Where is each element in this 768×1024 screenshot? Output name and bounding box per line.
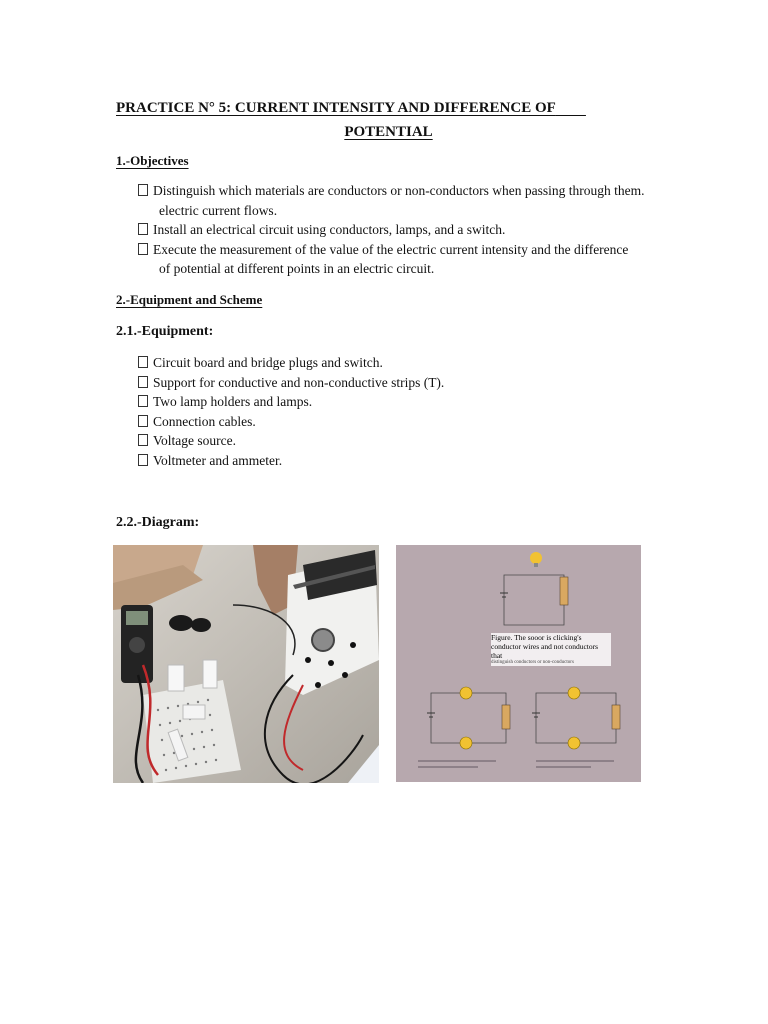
- equipment-item: [138, 412, 658, 432]
- objective-item: [138, 181, 698, 220]
- objective-text: Install an electrical circuit using conductors, lamps, and a switch.: [153, 222, 506, 237]
- equipment-item: [138, 451, 658, 471]
- objective-item: [138, 220, 698, 240]
- diagram-caption-text: Figure. The sooor is clicking's conductor wires and not conductors that: [491, 633, 599, 660]
- lab-setup-photo: [113, 545, 379, 783]
- objectives-heading: 1.-Objectives: [116, 153, 189, 168]
- diagram-caption-subtext: distinguish conductors or non-conductors: [491, 660, 574, 665]
- circuit-diagram-scan: [396, 545, 641, 782]
- bullet-box-icon: [138, 454, 148, 466]
- objective-text-continued: electric current flows.: [159, 202, 278, 218]
- equipment-item: [138, 373, 658, 393]
- equipment-item: [138, 392, 658, 412]
- objective-text: Execute the measurement of the value of the electric current intensity and the difference: [153, 241, 629, 257]
- diagram-caption: [491, 633, 611, 666]
- objectives-list: [138, 181, 698, 279]
- equipment-heading: 2.1.-Equipment:: [116, 324, 214, 339]
- bullet-box-icon: [138, 434, 148, 446]
- objective-text-continued: of potential at different points in an electric circuit.: [159, 261, 435, 276]
- equipment-text: Connection cables.: [153, 413, 256, 429]
- equipment-item: [138, 431, 658, 451]
- title-line-1: PRACTICE N° 5: CURRENT INTENSITY AND DIFFERENCE OF: [116, 100, 556, 116]
- bullet-box-icon: [138, 395, 148, 407]
- equipment-scheme-heading: 2.-Equipment and Scheme: [116, 292, 263, 307]
- bullet-box-icon: [138, 184, 148, 196]
- equipment-text: Voltage source.: [153, 433, 236, 448]
- bullet-box-icon: [138, 223, 148, 235]
- lab-setup-photo-drawing: [113, 545, 379, 783]
- diagram-heading: 2.2.-Diagram:: [116, 515, 200, 530]
- equipment-text: Voltmeter and ammeter.: [153, 452, 283, 468]
- bullet-box-icon: [138, 415, 148, 427]
- objective-item: [138, 240, 698, 279]
- equipment-list: [138, 353, 658, 470]
- objective-text: Distinguish which materials are conductors or non-conductors when passing through them.: [153, 183, 645, 198]
- equipment-item: [138, 353, 658, 373]
- bullet-box-icon: [138, 356, 148, 368]
- title-line-2: POTENTIAL: [344, 124, 433, 140]
- bullet-box-icon: [138, 376, 148, 388]
- bullet-box-icon: [138, 243, 148, 255]
- equipment-text: Two lamp holders and lamps.: [153, 394, 313, 409]
- equipment-text: Circuit board and bridge plugs and switch.: [153, 355, 383, 370]
- equipment-text: Support for conductive and non-conductive strips (T).: [153, 374, 445, 390]
- page-title: [116, 96, 661, 144]
